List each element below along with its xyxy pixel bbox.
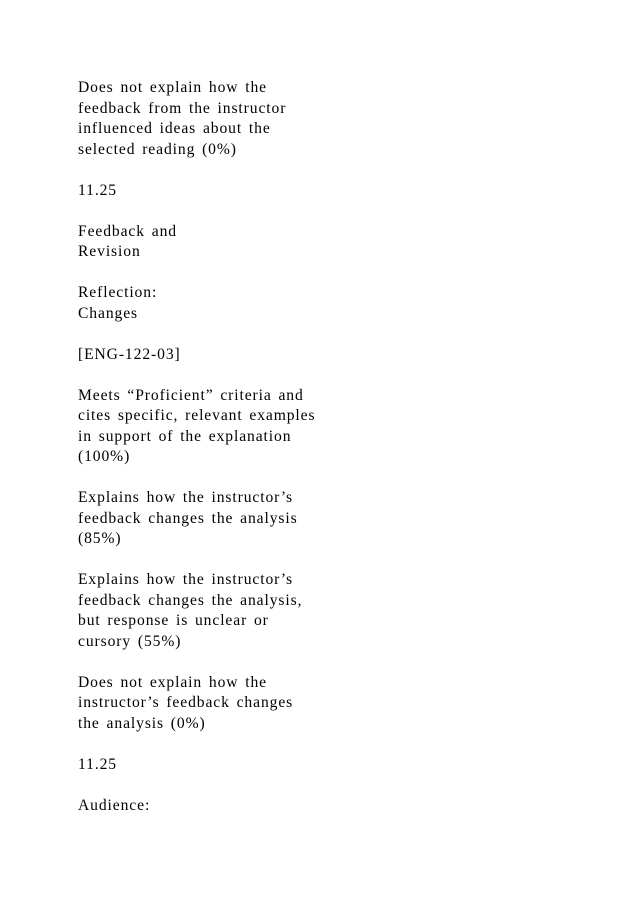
course-code [78, 345, 558, 366]
text-line: the analysis (0%) [78, 714, 206, 732]
text-line: cites specific, relevant examples [78, 407, 316, 424]
text-line: selected reading (0%) [78, 140, 237, 158]
text-line: Does not explain how the [78, 673, 267, 691]
criterion-proficient-text [78, 488, 558, 550]
text-line: 11.25 [78, 755, 118, 773]
text-line: Meets “Proficient” criteria and [78, 386, 304, 404]
text-line: in support of the explanation [78, 427, 292, 445]
criterion-not-explained-text [78, 78, 558, 160]
text-line: Audience: [78, 796, 151, 814]
text-line: instructor’s feedback changes [78, 694, 294, 711]
text-line: 11.25 [78, 181, 118, 199]
text-line: feedback from the instructor [78, 99, 287, 117]
score-value [78, 755, 558, 776]
text-line: [ENG-122-03] [78, 345, 181, 363]
text-line: feedback changes the analysis, [78, 591, 303, 609]
text-line: Explains how the instructor’s [78, 571, 294, 588]
criterion-exemplary-text [78, 386, 558, 468]
text-line: Changes [78, 304, 139, 322]
text-line: Explains how the instructor’s [78, 489, 294, 506]
document-page [78, 78, 558, 837]
criterion-needs-improvement-text [78, 570, 558, 652]
text-line: Feedback and [78, 222, 177, 240]
text-line: feedback changes the analysis [78, 509, 298, 527]
text-line: but response is unclear or [78, 612, 269, 629]
text-line: Does not explain how the [78, 79, 267, 96]
text-line: Reflection: [78, 284, 158, 301]
text-line: Revision [78, 243, 141, 260]
text-line: (85%) [78, 530, 122, 547]
score-value [78, 181, 558, 202]
criterion-title [78, 283, 558, 324]
text-line: (100%) [78, 448, 131, 465]
section-heading [78, 796, 558, 817]
text-line: influenced ideas about the [78, 120, 271, 137]
criterion-not-evident-text [78, 673, 558, 735]
text-line: cursory (55%) [78, 632, 182, 650]
section-heading [78, 222, 558, 263]
